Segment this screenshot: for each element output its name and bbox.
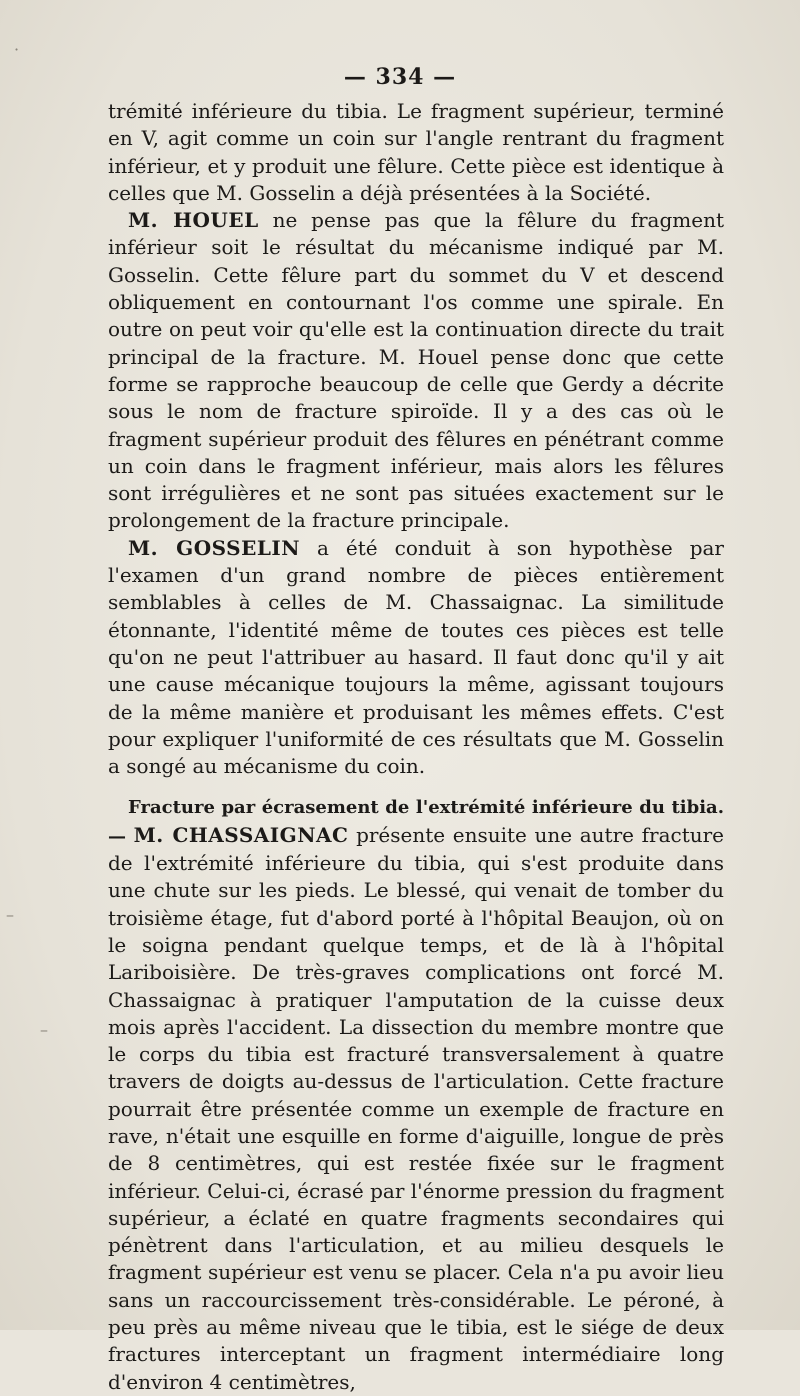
margin-dash: – bbox=[40, 1020, 48, 1039]
margin-speck: · bbox=[14, 40, 20, 59]
paragraph-3 bbox=[108, 535, 724, 781]
speaker-name: M. GOSSELIN bbox=[128, 535, 301, 560]
body-text bbox=[108, 98, 724, 1396]
speaker-name: M. HOUEL bbox=[128, 208, 259, 233]
paragraph-1 bbox=[108, 98, 724, 207]
paragraph-2-text: ne pense pas que la fêlure du fragment inférieur soit le résultat du mécanisme indiqué par M. Gosselin. Cette fêlure part du sommet du V et descend obliquement en contournant l'os comme une spirale. En outre on peut voir qu'elle est la continuation directe du trait principal de la fracture. M. Houel pense donc que cette forme se rapproche beaucoup de celle que Gerdy a décrite sous le nom de fracture spiroïde. Il y a des cas où le fragment supérieur produit des fêlures en pénétrant comme un coin dans le fragment inférieur, mais alors les fêlures sont irrégulières et ne sont pas situées exactement sur le prolongement de la fracture principale. bbox=[108, 208, 724, 533]
margin-dash: – bbox=[6, 905, 14, 924]
paragraph-3-text: a été conduit à son hypothèse par l'examen d'un grand nombre de pièces entièrement semblables à celles de M. Chassaignac. La similitude étonnante, l'identité même de toutes ces pièces est telle qu'on ne peut l'attribuer au hasard. Il faut donc qu'il y ait une cause mécanique toujours la même, agissant toujours de la même manière et produisant les mêmes effets. C'est pour expliquer l'uniformité de ces résultats que M. Gosselin a songé au mécanisme du coin. bbox=[108, 535, 724, 779]
section-paragraph bbox=[108, 793, 724, 1396]
paragraph-2 bbox=[108, 207, 724, 535]
section-text: présente ensuite une autre fracture de l'extrémité inférieure du tibia, qui s'est produite dans une chute sur les pieds. Le blessé, qui venait de tomber du troisième étage, fut d'abord porté à l'hôpital Beaujon, où on le soigna pendant quelque temps, et de là à l'hôpital Lariboisière. De très-graves complications ont forcé M. Chassaignac à pratiquer l'amputation de la cuisse deux mois après l'accident. La dissection du membre montre que le corps du tibia est fracturé transversalement à quatre travers de doigts au-dessus de l'articulation. Cette fracture pourrait être présentée comme un exemple de fracture en rave, n'était une esquille en forme d'aiguille, longue de près de 8 centimètres, qui est restée fixée sur le fragment inférieur. Celui-ci, écrasé par l'énorme pression du fragment supérieur, a éclaté en quatre fragments secondaires qui pénètrent dans l'articulation, et au milieu desquels le fragment supérieur est venu se placer. Cela n'a pu avoir lieu sans un raccourcissement très-considérable. Le péroné, à peu près au même niveau que le tibia, est le siége de deux fractures interceptant un fragment intermédiaire long d'environ 4 centimètres, bbox=[108, 822, 725, 1394]
section-title: Fracture par écrasement de l'extrémité inférieure du tibia. — bbox=[108, 797, 724, 847]
paragraph-1-text: trémité inférieure du tibia. Le fragment supérieur, terminé en V, agit comme un coin sur l'angle rentrant du fragment inférieur, et y produit une fêlure. Cette pièce est identique à celles que M. Gosselin a déjà présentées à la Société. bbox=[108, 99, 724, 205]
speaker-name: M. CHASSAIGNAC bbox=[133, 822, 349, 847]
page-number: — 334 — bbox=[343, 64, 457, 90]
